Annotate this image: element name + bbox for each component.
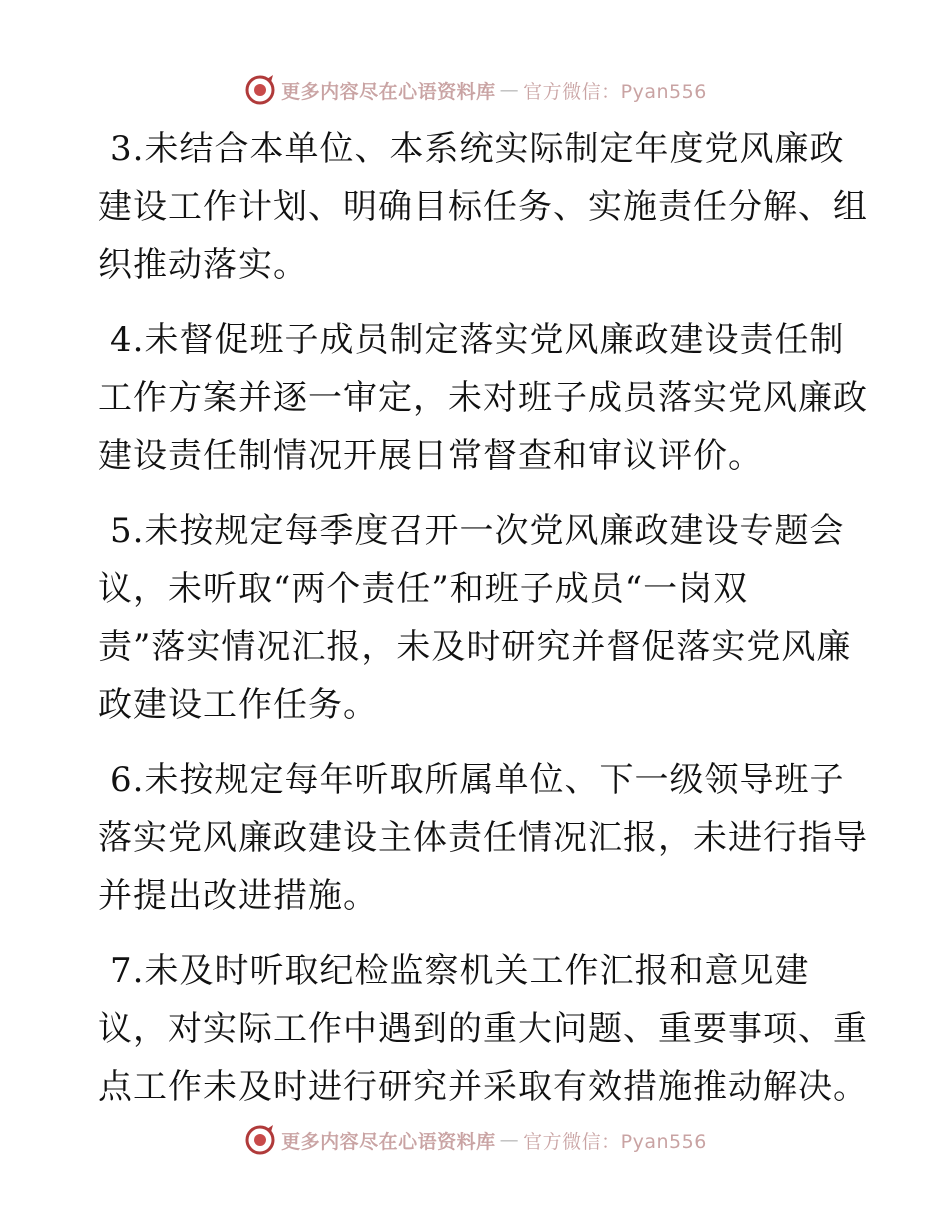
paragraph-item-3 <box>98 120 868 294</box>
paragraph-line: 落实党风廉政建设主体责任情况汇报，未进行指导 <box>98 818 868 858</box>
watermark-main-text: 更多内容尽在心语资料库 <box>281 80 496 103</box>
paragraph-line: 议，未听取“两个责任”和班子成员“一岗双 <box>98 569 749 609</box>
paragraph-line: 工作方案并逐一审定，未对班子成员落实党风廉政 <box>98 378 868 418</box>
watermark-separator: — <box>499 1129 520 1151</box>
paragraph-line: 政建设工作任务。 <box>98 685 378 725</box>
paragraph-line: 建设工作计划、明确目标任务、实施责任分解、组 <box>98 187 868 227</box>
paragraph-line: 4.未督促班子成员制定落实党风廉政建设责任制 <box>110 320 845 360</box>
paragraph-item-5 <box>98 502 850 734</box>
paragraph-line: 议，对实际工作中遇到的重大问题、重要事项、重 <box>98 1009 868 1049</box>
paragraph-line: 6.未按规定每年听取所属单位、下一级领导班子 <box>110 760 845 800</box>
watermark-account-text: 官方微信：Pyan556 <box>523 80 707 103</box>
paragraph-line: 建设责任制情况开展日常督查和审议评价。 <box>98 436 763 476</box>
document-body <box>98 120 868 1133</box>
red-circle-logo-icon <box>243 73 277 107</box>
red-circle-logo-icon <box>243 1123 277 1157</box>
paragraph-line: 织推动落实。 <box>98 245 308 285</box>
paragraph-line: 点工作未及时进行研究并采取有效措施推动解决。 <box>98 1067 868 1107</box>
paragraph-item-4 <box>98 311 868 485</box>
watermark-account-text: 官方微信：Pyan556 <box>523 1130 707 1153</box>
paragraph-line: 3.未结合本单位、本系统实际制定年度党风廉政 <box>110 129 845 169</box>
paragraph-line: 责”落实情况汇报，未及时研究并督促落实党风廉 <box>98 627 852 667</box>
watermark-main-text: 更多内容尽在心语资料库 <box>281 1130 496 1153</box>
footer-watermark <box>0 1120 950 1160</box>
paragraph-item-7 <box>98 942 868 1116</box>
paragraph-line: 7.未及时听取纪检监察机关工作汇报和意见建 <box>110 951 810 991</box>
watermark-separator: — <box>499 79 520 101</box>
paragraph-line: 5.未按规定每季度召开一次党风廉政建设专题会 <box>110 511 845 551</box>
paragraph-line: 并提出改进措施。 <box>98 876 378 916</box>
paragraph-item-6 <box>98 751 868 925</box>
header-watermark <box>0 70 950 110</box>
